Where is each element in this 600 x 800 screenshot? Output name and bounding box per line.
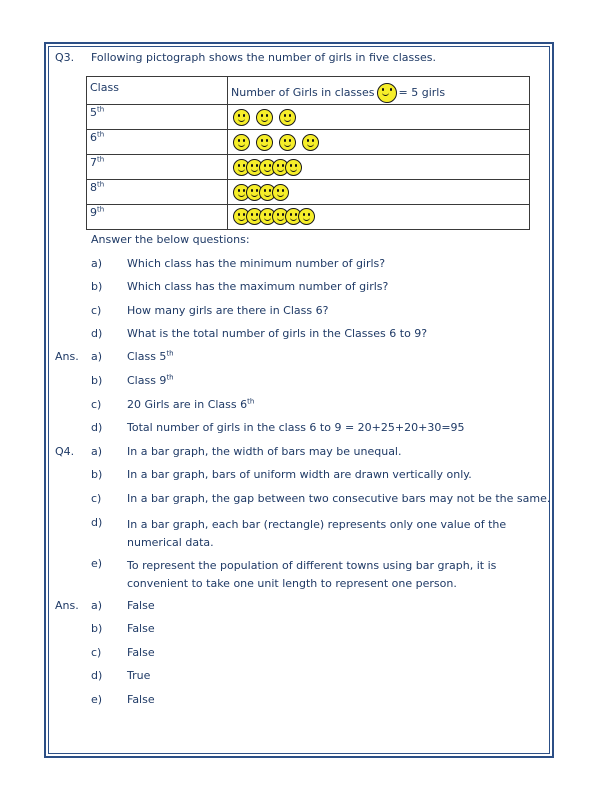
smiley-face-icon [233,134,250,151]
statement-label: d) [91,516,103,529]
q4-answer-text: False [127,693,155,706]
question-label: c) [91,304,102,317]
smiley-face-icon [285,159,302,176]
question-text: Which class has the maximum number of girls? [127,280,389,293]
smiley-face-icon [279,134,296,151]
statement-label: b) [91,468,103,481]
q4-number: Q4. [55,445,75,458]
answer-text: Class 9th [127,373,174,387]
smiley-face-icon [256,109,273,126]
class-cell: 8th [87,180,228,205]
smiley-face-icon [233,109,250,126]
q4-answer-text: False [127,599,155,612]
question-label: b) [91,280,103,293]
answer-label: b) [91,374,103,387]
statement-text: In a bar graph, bars of uniform width are drawn vertically only. [127,468,472,481]
statement-text: In a bar graph, each bar (rectangle) represents only one value of the numerical data. [127,518,507,549]
q4-answer-label: b) [91,622,103,635]
q4-answer-label: d) [91,669,103,682]
faces-cell [228,204,530,229]
pictograph-row [87,155,530,180]
answer-text: Total number of girls in the class 6 to 9 = 20+25+20+30=95 [127,421,465,434]
answer-label: c) [91,398,102,411]
class-cell: 7th [87,155,228,180]
question-label: a) [91,257,103,270]
question-text: What is the total number of girls in the Classes 6 to 9? [127,327,428,340]
class-cell: 6th [87,130,228,155]
pictograph-row [87,130,530,155]
girls-header: Number of Girls in classes = 5 girls [228,77,530,105]
answers-label: Ans. [55,350,79,363]
answer-text: 20 Girls are in Class 6th [127,397,255,411]
statement-label: c) [91,492,102,505]
smiley-face-icon [377,83,397,103]
answer-label: a) [91,350,103,363]
smiley-face-icon [256,134,273,151]
q4-answer-label: e) [91,693,103,706]
q4-answer-text: False [127,646,155,659]
answer-text: Class 5th [127,349,174,363]
smiley-face-icon [298,208,315,225]
question-label: d) [91,327,103,340]
class-cell: 5th [87,105,228,130]
class-cell: 9th [87,204,228,229]
pictograph-row [87,180,530,205]
smiley-face-icon [302,134,319,151]
class-header: Class [87,77,228,105]
key-text: = 5 girls [398,86,446,99]
pictograph-row [87,105,530,130]
answer-label: d) [91,421,103,434]
statement-label: e) [91,557,103,570]
statement-text: To represent the population of different towns using bar graph, it is convenient to take one unit length to represent one person. [127,559,497,590]
faces-cell [228,155,530,180]
question-text: How many girls are there in Class 6? [127,304,329,317]
question-text: Which class has the minimum number of girls? [127,257,386,270]
smiley-face-icon [272,184,289,201]
q4-answer-text: False [127,622,155,635]
pictograph-row [87,204,530,229]
q4-answer-label: c) [91,646,102,659]
faces-cell [228,130,530,155]
q3-number: Q3. [55,51,75,64]
statement-text: In a bar graph, the width of bars may be unequal. [127,445,402,458]
faces-cell [228,180,530,205]
statement-label: a) [91,445,103,458]
answers-label: Ans. [55,599,79,612]
q4-answer-text: True [127,669,151,682]
q4-answer-label: a) [91,599,103,612]
faces-cell [228,105,530,130]
answer-prompt: Answer the below questions: [91,233,250,246]
q3-question: Following pictograph shows the number of girls in five classes. [91,51,436,64]
pictograph-table [86,76,530,230]
smiley-face-icon [279,109,296,126]
statement-text: In a bar graph, the gap between two consecutive bars may not be the same. [127,492,551,505]
